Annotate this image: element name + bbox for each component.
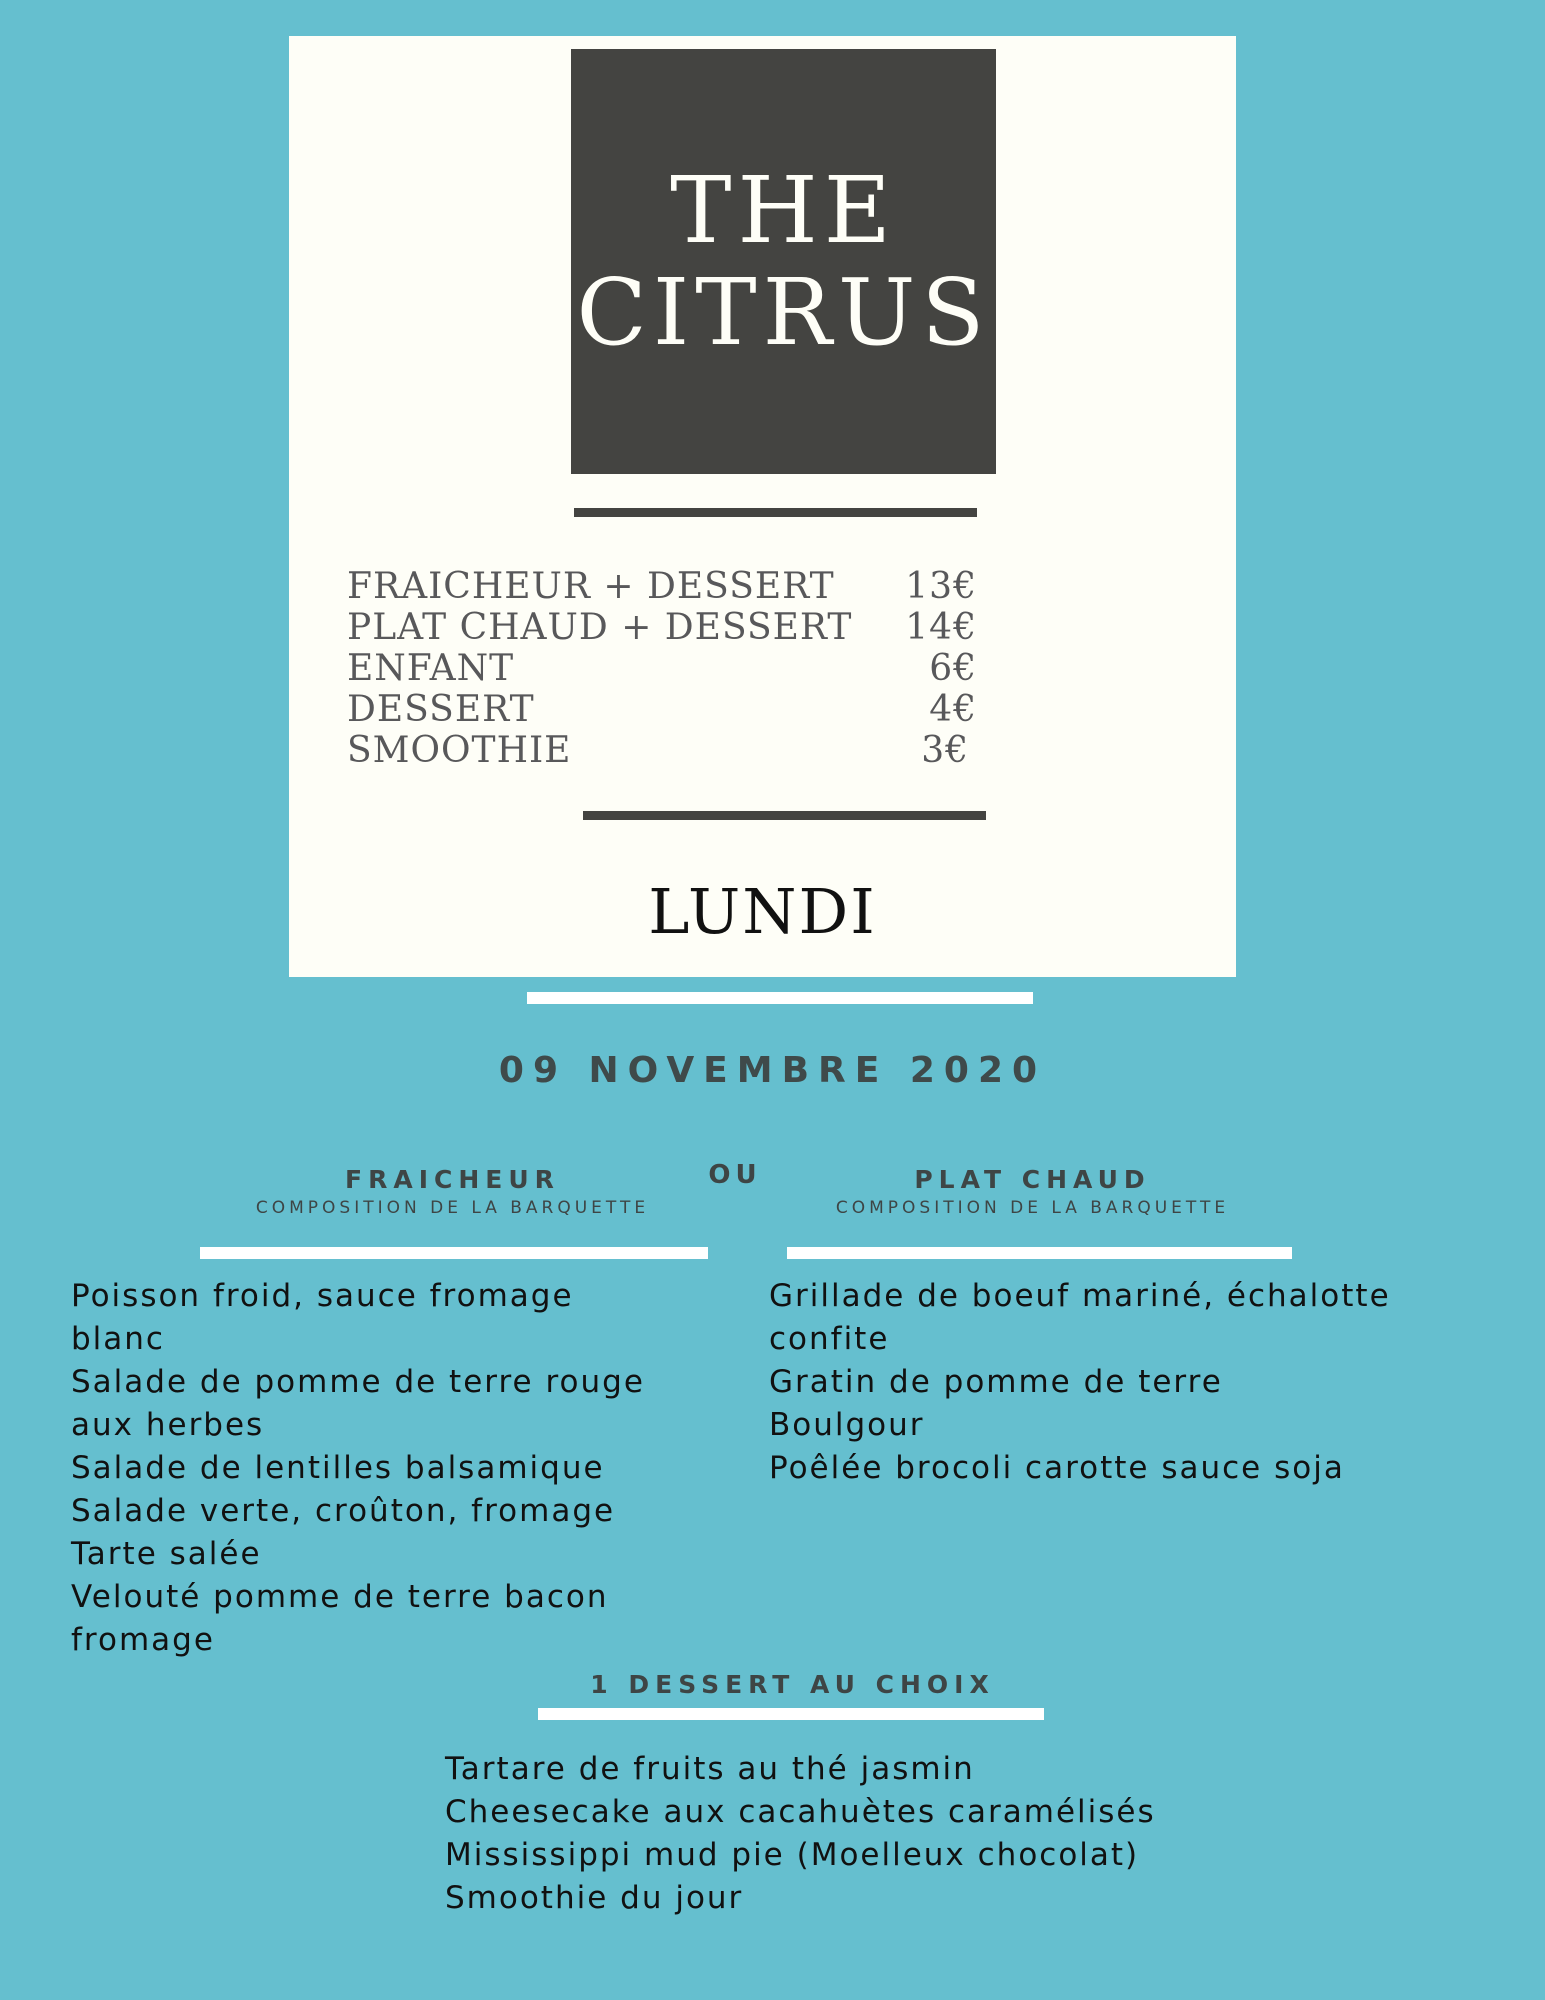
price-label: ENFANT: [347, 648, 515, 689]
price-amount: 13€: [905, 566, 977, 607]
list-item: aux herbes: [71, 1407, 265, 1443]
list-item: Gratin de pomme de terre: [769, 1364, 1223, 1400]
plat-chaud-subtitle: COMPOSITION DE LA BARQUETTE: [835, 1198, 1230, 1218]
divider-top: [574, 508, 977, 517]
day-title: LUNDI: [648, 875, 877, 948]
list-item: confite: [769, 1321, 890, 1357]
price-row: [347, 730, 977, 771]
price-amount: 4€: [929, 689, 977, 730]
plat-chaud-title: PLAT CHAUD: [914, 1165, 1151, 1194]
plat-chaud-items: [769, 1275, 1391, 1490]
list-item: Boulgour: [769, 1407, 925, 1443]
list-item: Salade de pomme de terre rouge: [71, 1364, 645, 1400]
list-item: fromage: [71, 1622, 215, 1658]
divider-bottom: [583, 811, 986, 820]
list-item: Salade de lentilles balsamique: [71, 1450, 605, 1486]
fraicheur-items: [71, 1275, 645, 1662]
menu-date: 09 NOVEMBRE 2020: [498, 1050, 1047, 1091]
list-item: blanc: [71, 1321, 165, 1357]
price-row: [347, 566, 977, 607]
brand-line-1: THE: [670, 156, 897, 264]
list-item: Smoothie du jour: [445, 1880, 744, 1916]
list-item: Tarte salée: [71, 1536, 262, 1572]
price-amount: 14€: [905, 607, 977, 648]
price-row: [347, 689, 977, 730]
price-label: SMOOTHIE: [347, 730, 572, 771]
list-item: Cheesecake aux cacahuètes caramélisés: [445, 1794, 1156, 1830]
list-item: Velouté pomme de terre bacon: [71, 1579, 609, 1615]
dessert-items: [445, 1748, 1156, 1920]
price-amount: 6€: [929, 648, 977, 689]
divider-plat-chaud: [787, 1247, 1292, 1259]
list-item: Mississippi mud pie (Moelleux chocolat): [445, 1837, 1140, 1873]
fraicheur-subtitle: COMPOSITION DE LA BARQUETTE: [255, 1198, 650, 1218]
fraicheur-header: [200, 1165, 705, 1218]
or-separator: OU: [708, 1160, 762, 1190]
list-item: Tartare de fruits au thé jasmin: [445, 1751, 975, 1787]
list-item: Poisson froid, sauce fromage: [71, 1278, 574, 1314]
price-amount: 3€: [921, 730, 969, 771]
price-label: PLAT CHAUD + DESSERT: [347, 607, 853, 648]
dessert-title: 1 DESSERT AU CHOIX: [590, 1670, 995, 1699]
list-item: Grillade de boeuf mariné, échalotte: [769, 1278, 1391, 1314]
divider-fraicheur: [200, 1247, 708, 1259]
brand-line-2: CITRUS: [576, 258, 991, 366]
fraicheur-title: FRAICHEUR: [345, 1165, 560, 1194]
price-label: DESSERT: [347, 689, 535, 730]
list-item: Poêlée brocoli carotte sauce soja: [769, 1450, 1345, 1486]
plat-chaud-header: [780, 1165, 1285, 1218]
divider-day: [527, 992, 1033, 1004]
price-list: [347, 566, 977, 771]
list-item: Salade verte, croûton, fromage: [71, 1493, 616, 1529]
brand-logo: [571, 49, 996, 474]
price-label: FRAICHEUR + DESSERT: [347, 566, 835, 607]
divider-dessert: [538, 1708, 1044, 1720]
price-row: [347, 607, 977, 648]
price-row: [347, 648, 977, 689]
